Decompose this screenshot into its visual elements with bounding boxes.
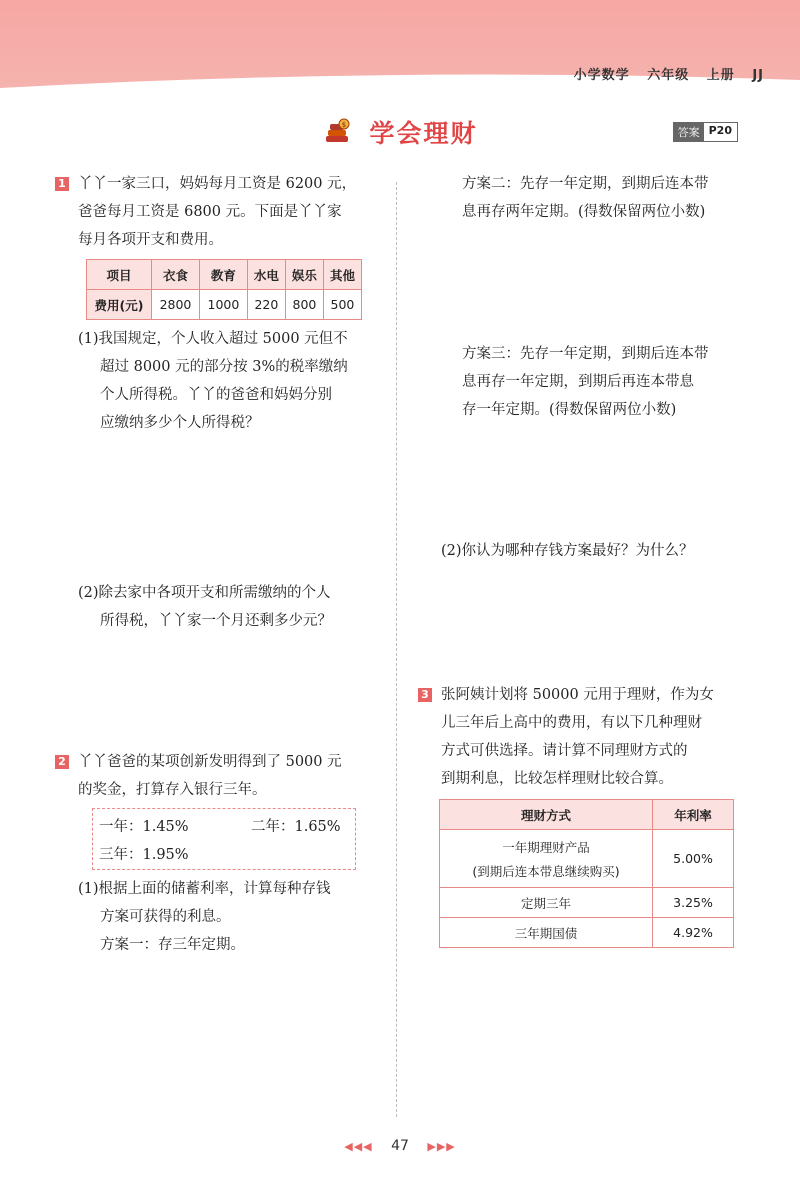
investment-method-cell <box>440 830 653 888</box>
q1-part2-line-2: 所得税，丫丫家一个月还剩多少元？ <box>100 613 332 629</box>
investment-table-header-row <box>440 800 734 830</box>
q1-intro-line-3: 每月各项开支和费用。 <box>78 232 223 248</box>
expense-value-other: 500 <box>323 290 361 320</box>
q2-plan3-line-3: 存一年定期。(得数保留两位小数) <box>462 402 677 418</box>
investment-method-note: (到期后连本带息继续购买) <box>472 863 620 879</box>
investment-row <box>440 918 734 948</box>
expense-header-utilities: 水电 <box>247 260 285 290</box>
page-footer <box>0 1138 800 1154</box>
q2-plan3-line-2: 息再存一年定期，到期后再连本带息 <box>462 374 694 390</box>
question-number-3: 3 <box>418 688 432 702</box>
investment-header-method: 理财方式 <box>440 800 653 830</box>
page-title: 学会理财 <box>369 119 478 148</box>
edition-label: JJ <box>752 68 764 83</box>
expense-row-label: 费用(元) <box>87 290 152 320</box>
q2-plan3-line-1: 方案三：先存一年定期，到期后连本带 <box>462 346 709 362</box>
answer-page: P20 <box>704 123 737 141</box>
expense-value-entertainment: 800 <box>285 290 323 320</box>
rate-two-year: 二年：1.65% <box>251 819 341 835</box>
q3-intro-line-1: 张阿姨计划将 50000 元用于理财，作为女 <box>441 687 714 703</box>
q3-intro-line-2: 儿三年后上高中的费用，有以下几种理财 <box>441 715 702 731</box>
investment-method-name: 一年期理财产品 <box>502 839 590 855</box>
expense-header-other: 其他 <box>323 260 361 290</box>
q1-part1-line-2: 超过 8000 元的部分按 3%的税率缴纳 <box>100 359 348 375</box>
answer-label: 答案 <box>674 123 704 141</box>
q2-part2: (2)你认为哪种存钱方案最好？为什么？ <box>441 543 694 559</box>
expense-header-education: 教育 <box>199 260 247 290</box>
q2-part1-line-1: (1)根据上面的储蓄利率，计算每种存钱 <box>78 881 331 897</box>
q2-plan1: 方案一：存三年定期。 <box>100 937 245 953</box>
page-number: 47 <box>391 1138 409 1154</box>
question-number-2: 2 <box>55 755 69 769</box>
investment-header-rate: 年利率 <box>653 800 734 830</box>
q2-intro-line-2: 的奖金，打算存入银行三年。 <box>78 782 267 798</box>
q3-intro-line-3: 方式可供选择。请计算不同理财方式的 <box>441 743 688 759</box>
investment-method-name: 定期三年 <box>440 888 653 918</box>
coins-icon <box>322 118 352 146</box>
expense-header-item: 项目 <box>87 260 152 290</box>
book-info <box>562 64 764 83</box>
answer-reference <box>673 122 738 142</box>
svg-text:$: $ <box>342 121 347 129</box>
expense-header-entertainment: 娱乐 <box>285 260 323 290</box>
expense-value-food: 2800 <box>152 290 200 320</box>
q2-plan2-line-1: 方案二：先存一年定期，到期后连本带 <box>462 176 709 192</box>
q2-intro-line-1: 丫丫爸爸的某项创新发明得到了 5000 元 <box>78 754 342 770</box>
expense-header-food: 衣食 <box>152 260 200 290</box>
grade-label: 六年级 <box>647 68 690 83</box>
question-number-1: 1 <box>55 177 69 191</box>
investment-rate: 5.00% <box>653 830 734 888</box>
expense-value-education: 1000 <box>199 290 247 320</box>
investment-row <box>440 888 734 918</box>
expense-value-utilities: 220 <box>247 290 285 320</box>
rate-three-year: 三年：1.95% <box>99 847 189 863</box>
volume-label: 上册 <box>706 68 735 83</box>
subject-label: 小学数学 <box>573 68 630 83</box>
q1-part1-line-3: 个人所得税。丫丫的爸爸和妈妈分别 <box>100 387 332 403</box>
investment-rate: 3.25% <box>653 888 734 918</box>
right-arrows-icon: ▶▶▶ <box>427 1140 456 1153</box>
expense-table-header-row <box>87 260 362 290</box>
expense-table <box>86 259 362 320</box>
rate-one-year: 一年：1.45% <box>99 819 189 835</box>
q2-part1-line-2: 方案可获得的利息。 <box>100 909 231 925</box>
q1-intro-line-2: 爸爸每月工资是 6800 元。下面是丫丫家 <box>78 204 342 220</box>
investment-rate: 4.92% <box>653 918 734 948</box>
q1-part1-line-1: (1)我国规定，个人收入超过 5000 元但不 <box>78 331 348 347</box>
q1-intro-line-1: 丫丫一家三口，妈妈每月工资是 6200 元， <box>78 176 357 192</box>
expense-table-value-row <box>87 290 362 320</box>
column-divider <box>396 182 397 1117</box>
q1-part2-line-1: (2)除去家中各项开支和所需缴纳的个人 <box>78 585 331 601</box>
investment-row <box>440 830 734 888</box>
left-arrows-icon: ◀◀◀ <box>344 1140 373 1153</box>
q2-plan2-line-2: 息再存两年定期。(得数保留两位小数) <box>462 204 706 220</box>
q3-intro-line-4: 到期利息，比较怎样理财比较合算。 <box>441 771 673 787</box>
interest-rate-box <box>92 808 356 870</box>
q1-part1-line-4: 应缴纳多少个人所得税？ <box>100 415 260 431</box>
investment-method-name: 三年期国债 <box>440 918 653 948</box>
investment-table <box>439 799 734 948</box>
